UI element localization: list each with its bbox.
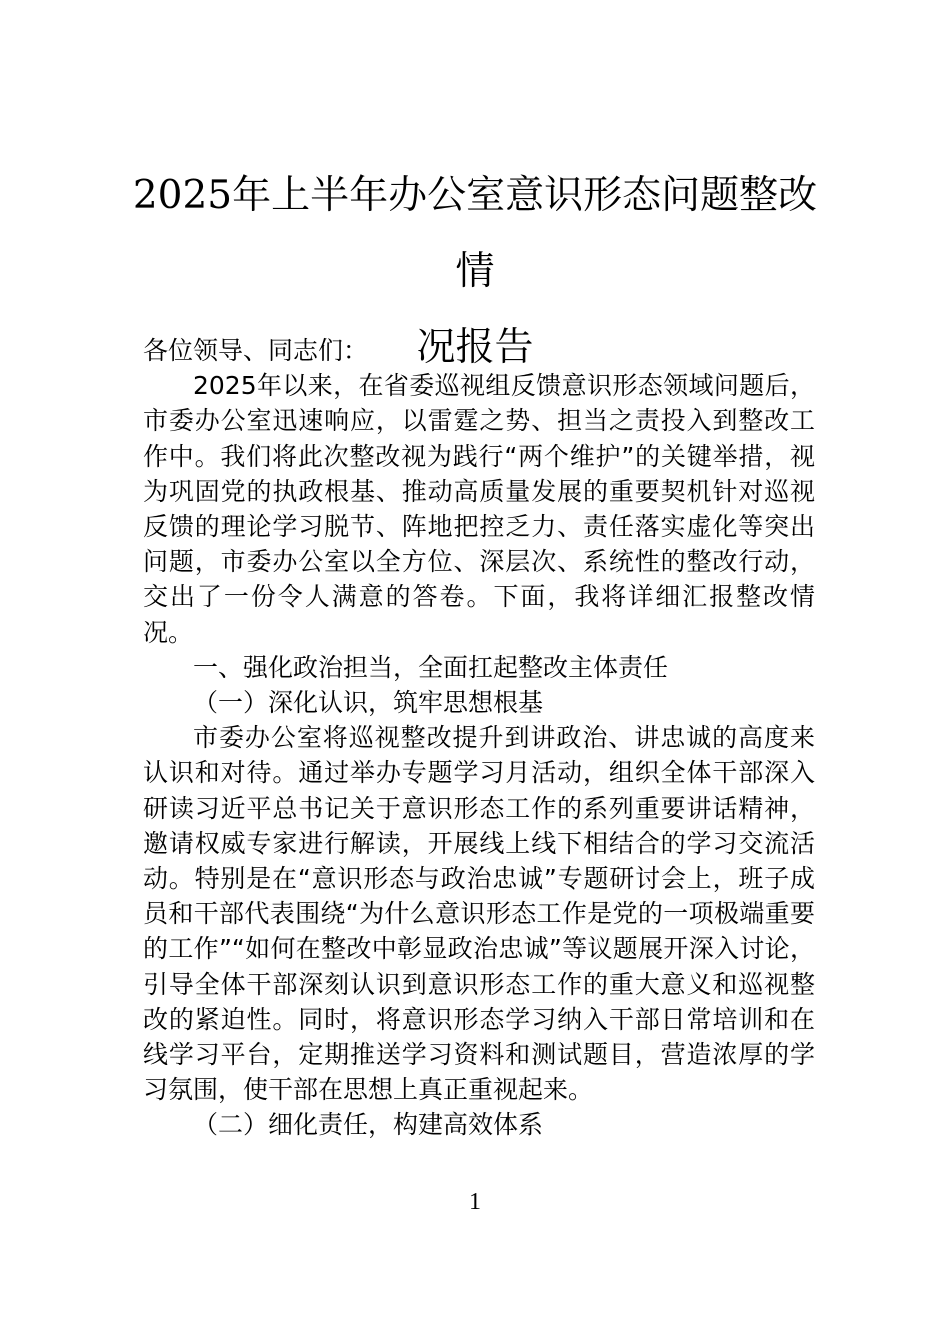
document-body bbox=[143, 333, 815, 1143]
section-heading-1: 一、强化政治担当，全面扛起整改主体责任 bbox=[193, 652, 669, 682]
intro-paragraph: 2025年以来，在省委巡视组反馈意识形态领域问题后，市委办公室迅速响应，以雷霆之势、担当之责投入到整改工作中。我们将此次整改视为践行“两个维护”的关键举措，视为巩固党的执政根基、推动高质量发展的重要契机针对巡视反馈的理论学习脱节、阵地把控乏力、责任落实虚化等突出问题，市委办公室以全方位、深层次、系统性的整改行动，交出了一份令人满意的答卷。下面，我将详细汇报整改情况。 bbox=[143, 371, 815, 647]
subsection-heading-2: （二）细化责任，构建高效体系 bbox=[193, 1110, 544, 1140]
subsection-1-paragraph: 市委办公室将巡视整改提升到讲政治、讲忠诚的高度来认识和对待。通过举办专题学习月活动，组织全体干部深入研读习近平总书记关于意识形态工作的系列重要讲话精神，邀请权威专家进行解读，开展线上线下相结合的学习交流活动。特别是在“意识形态与政治忠诚”专题研讨会上，班子成员和干部代表围绕“为什么意识形态工作是党的一项极端重要的工作”“如何在整改中彰显政治忠诚”等议题展开深入讨论，引导全体干部深刻认识到意识形态工作的重大意义和巡视整改的紧迫性。同时，将意识形态学习纳入干部日常培训和在线学习平台，定期推送学习资料和测试题目，营造浓厚的学习氛围，使干部在思想上真正重视起来。 bbox=[143, 723, 815, 1105]
subsection-heading-1: （一）深化认识，筑牢思想根基 bbox=[193, 688, 544, 718]
title-line-2: 况报告 bbox=[416, 325, 534, 370]
title-line-1: 2025年上半年办公室意识形态问题整改情 bbox=[132, 173, 818, 294]
salutation: 各位领导、同志们： bbox=[143, 336, 369, 365]
page-number: 1 bbox=[469, 1189, 481, 1215]
